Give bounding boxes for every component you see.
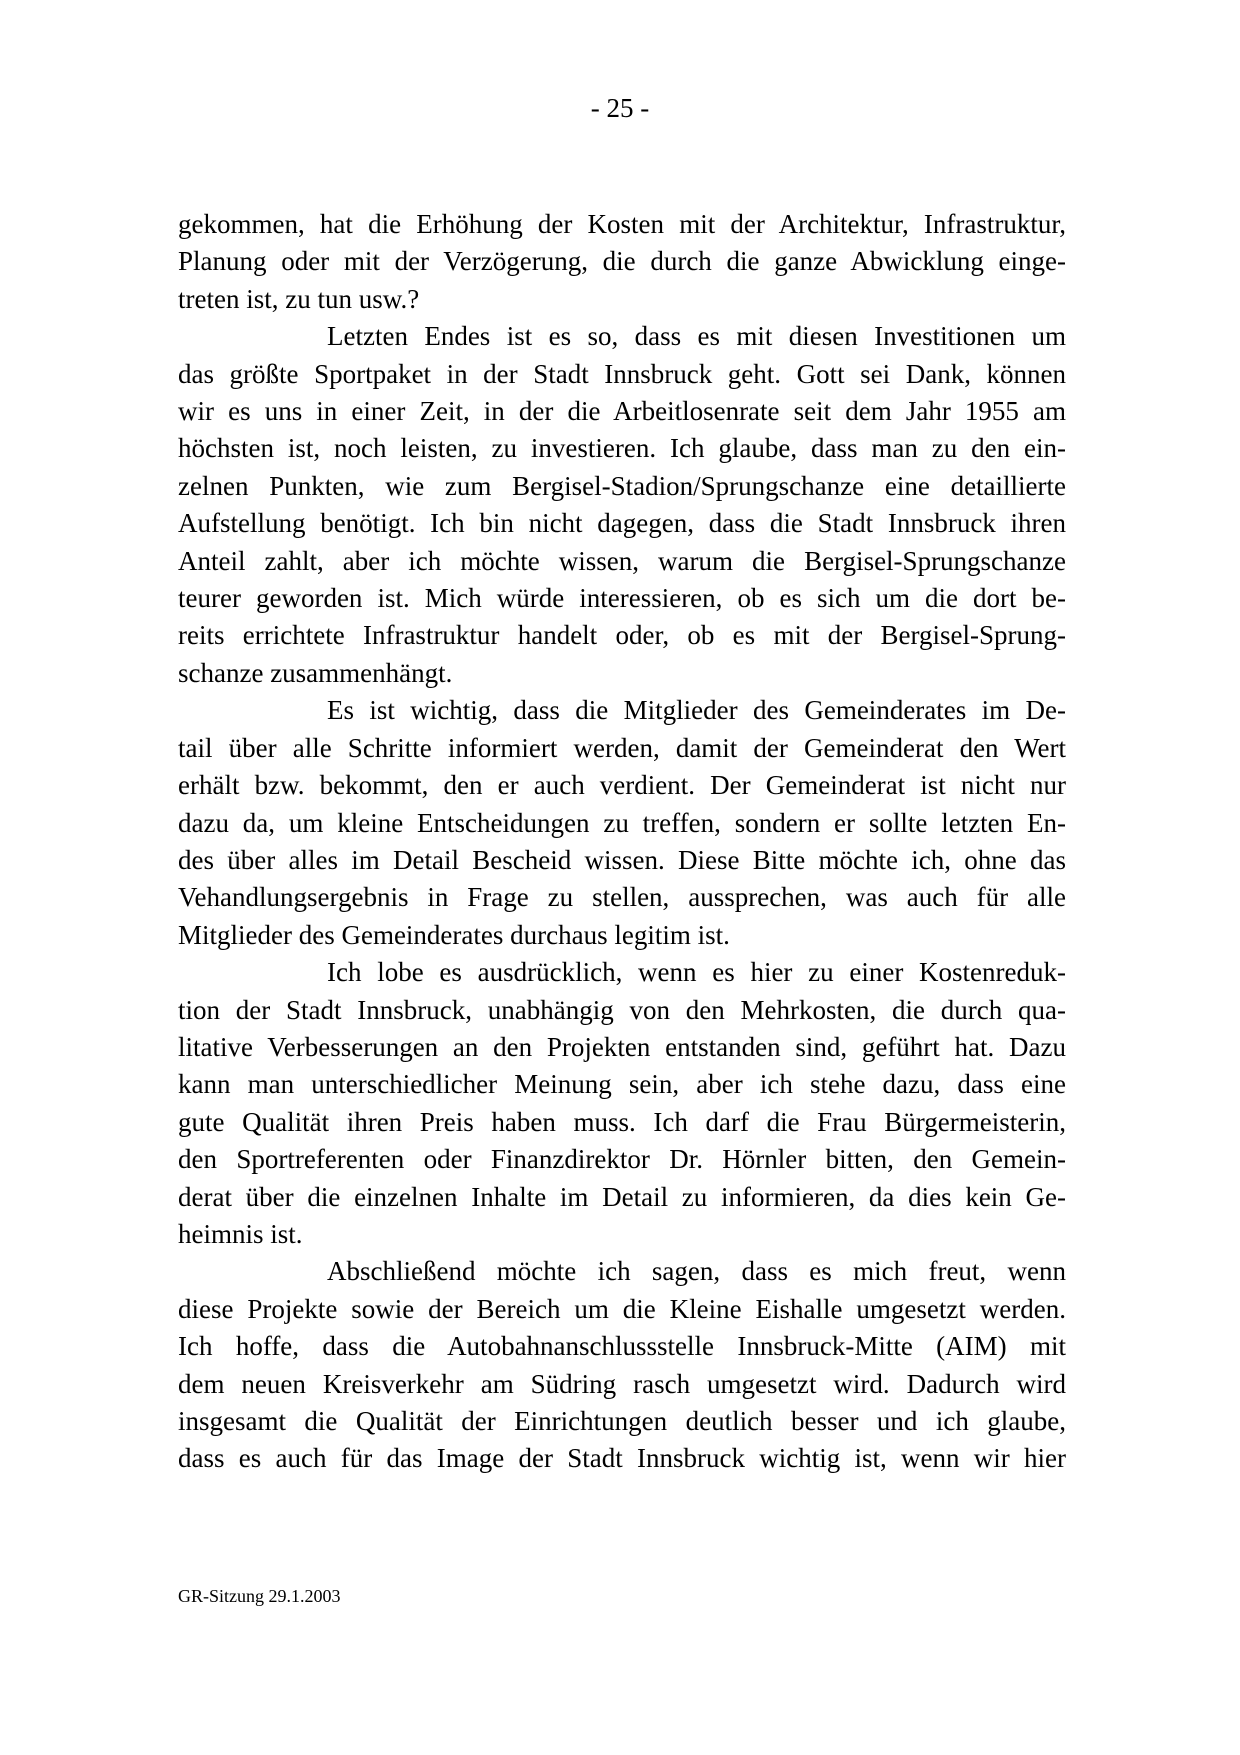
text-line: schanze zusammenhängt. — [178, 657, 453, 688]
text-line: Abschließend möchte ich sagen, dass es mich freut, wenn — [327, 1256, 1066, 1287]
paragraph-4 — [178, 954, 1066, 1253]
page-number: - 25 - — [590, 93, 650, 123]
text-line: das größte Sportpaket in der Stadt Innsbruck geht. Gott sei Dank, können — [178, 358, 1066, 389]
text-line: Mitglieder des Gemeinderates durchaus legitim ist. — [178, 919, 730, 950]
text-line: Letzten Endes ist es so, dass es mit diesen Investitionen um — [327, 321, 1066, 352]
text-line: Vehandlungsergebnis in Frage zu stellen, aussprechen, was auch für alle — [178, 882, 1066, 913]
document-body — [178, 206, 1066, 1478]
text-line: Ich lobe es ausdrücklich, wenn es hier zu einer Kostenreduk- — [327, 957, 1066, 988]
text-line: dass es auch für das Image der Stadt Innsbruck wichtig ist, wenn wir hier — [178, 1443, 1066, 1474]
text-line: reits errichtete Infrastruktur handelt oder, ob es mit der Bergisel-Sprung- — [178, 620, 1066, 651]
text-line: heimnis ist. — [178, 1218, 303, 1249]
text-line: Ich hoffe, dass die Autobahnanschlussstelle Innsbruck-Mitte (AIM) mit — [178, 1331, 1066, 1362]
paragraph-2 — [178, 318, 1066, 692]
text-line: erhält bzw. bekommt, den er auch verdient. Der Gemeinderat ist nicht nur — [178, 770, 1066, 801]
text-line: zelnen Punkten, wie zum Bergisel-Stadion/Sprungschanze eine detaillierte — [178, 470, 1066, 501]
text-line: litative Verbesserungen an den Projekten entstanden sind, geführt hat. Dazu — [178, 1031, 1066, 1062]
text-line: treten ist, zu tun usw.? — [178, 283, 420, 314]
text-line: dem neuen Kreisverkehr am Südring rasch umgesetzt wird. Dadurch wird — [178, 1368, 1066, 1399]
text-line: höchsten ist, noch leisten, zu investieren. Ich glaube, dass man zu den ein- — [178, 433, 1066, 464]
text-line: tail über alle Schritte informiert werden, damit der Gemeinderat den Wert — [178, 732, 1066, 763]
paragraph-1 — [178, 206, 1066, 318]
text-line: teurer geworden ist. Mich würde interessieren, ob es sich um die dort be- — [178, 583, 1066, 614]
text-line: Aufstellung benötigt. Ich bin nicht dagegen, dass die Stadt Innsbruck ihren — [178, 508, 1066, 539]
text-line: diese Projekte sowie der Bereich um die Kleine Eishalle umgesetzt werden. — [178, 1293, 1066, 1324]
text-line: des über alles im Detail Bescheid wissen. Diese Bitte möchte ich, ohne das — [178, 844, 1066, 875]
paragraph-3 — [178, 692, 1066, 954]
text-line: Es ist wichtig, dass die Mitglieder des Gemeinderates im De- — [327, 695, 1066, 726]
text-line: kann man unterschiedlicher Meinung sein, aber ich stehe dazu, dass eine — [178, 1069, 1066, 1100]
text-line: derat über die einzelnen Inhalte im Detail zu informieren, da dies kein Ge- — [178, 1181, 1066, 1212]
text-line: dazu da, um kleine Entscheidungen zu treffen, sondern er sollte letzten En- — [178, 807, 1066, 838]
text-line: Anteil zahlt, aber ich möchte wissen, warum die Bergisel-Sprungschanze — [178, 545, 1066, 576]
paragraph-5 — [178, 1253, 1066, 1477]
page-footer: GR-Sitzung 29.1.2003 — [178, 1586, 341, 1606]
text-line: Planung oder mit der Verzögerung, die durch die ganze Abwicklung einge- — [178, 246, 1066, 277]
text-line: wir es uns in einer Zeit, in der die Arbeitlosenrate seit dem Jahr 1955 am — [178, 396, 1066, 427]
text-line: gekommen, hat die Erhöhung der Kosten mit der Architektur, Infrastruktur, — [178, 209, 1066, 239]
text-line: tion der Stadt Innsbruck, unabhängig von den Mehrkosten, die durch qua- — [178, 994, 1066, 1025]
text-line: insgesamt die Qualität der Einrichtungen deutlich besser und ich glaube, — [178, 1406, 1066, 1436]
text-line: den Sportreferenten oder Finanzdirektor Dr. Hörnler bitten, den Gemein- — [178, 1144, 1066, 1175]
text-line: gute Qualität ihren Preis haben muss. Ich darf die Frau Bürgermeisterin, — [178, 1106, 1066, 1137]
